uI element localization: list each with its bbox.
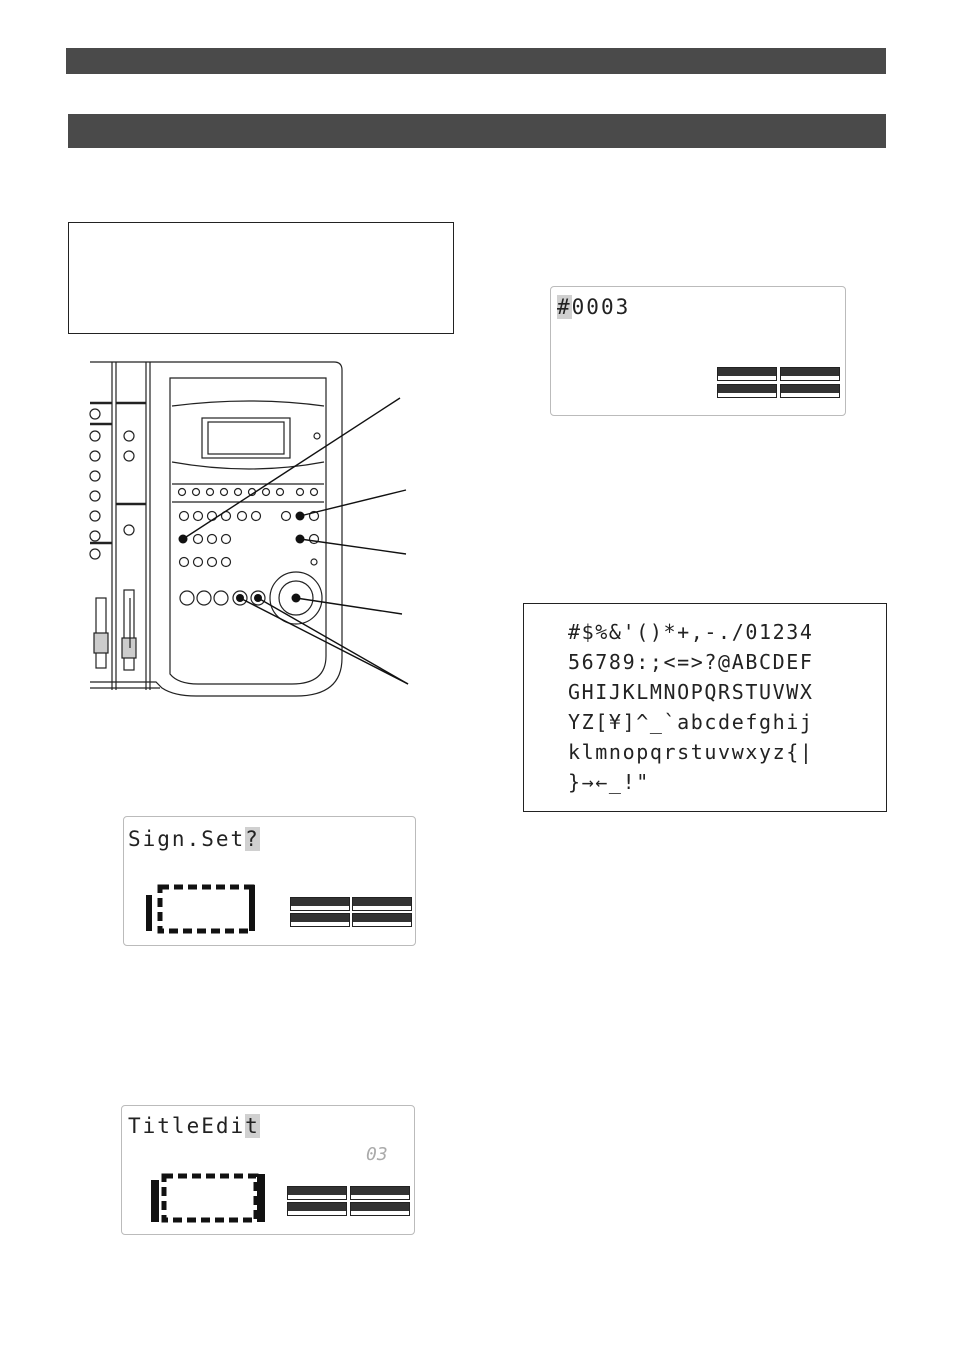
level-meter-block (717, 384, 777, 398)
lcd-cursor: ? (245, 827, 260, 851)
level-meter-block (287, 1202, 347, 1216)
character-set-line: #$%&'()*+,-./01234 (568, 620, 814, 644)
recorder-panel-illustration (86, 358, 416, 703)
character-set-line: 56789:;<=>?@ABCDEF (568, 650, 814, 674)
header-bar (66, 48, 886, 74)
dashed-frame-indicator (148, 1170, 270, 1226)
lcd-message: TitleEdi (128, 1114, 246, 1138)
lcd-display-number (550, 286, 846, 416)
lcd-line (128, 1114, 260, 1138)
character-set-line: GHIJKLMNOPQRSTUVWX (568, 680, 814, 704)
level-meter-block (780, 367, 840, 381)
lcd-cursor: t (245, 1114, 260, 1138)
character-set-line: YZ[¥]^_`abcdefghij (568, 710, 814, 734)
lcd-line (557, 295, 630, 319)
lcd-cursor: # (557, 295, 572, 319)
level-meter-block (290, 897, 350, 911)
lcd-display-title-edit (121, 1105, 415, 1235)
lcd-line (128, 827, 260, 851)
level-meter-block (352, 913, 412, 927)
character-set-line: klmnopqrstuvwxyz{| (568, 740, 814, 764)
note-box (68, 222, 454, 334)
dashed-frame-indicator (144, 881, 264, 935)
level-meter-block (352, 897, 412, 911)
level-meter-block (290, 913, 350, 927)
lcd-display-sign-set (123, 816, 416, 946)
song-number: 03 (366, 1144, 388, 1165)
level-meter-block (350, 1186, 410, 1200)
level-meter-block (780, 384, 840, 398)
level-meter-block (350, 1202, 410, 1216)
level-meter-block (287, 1186, 347, 1200)
level-meter-block (717, 367, 777, 381)
character-set-box (523, 603, 887, 812)
lcd-message: 0003 (571, 295, 631, 319)
character-set-line: }→←_!" (568, 770, 650, 794)
lcd-message: Sign.Set (128, 827, 246, 851)
section-title-bar (68, 114, 886, 148)
